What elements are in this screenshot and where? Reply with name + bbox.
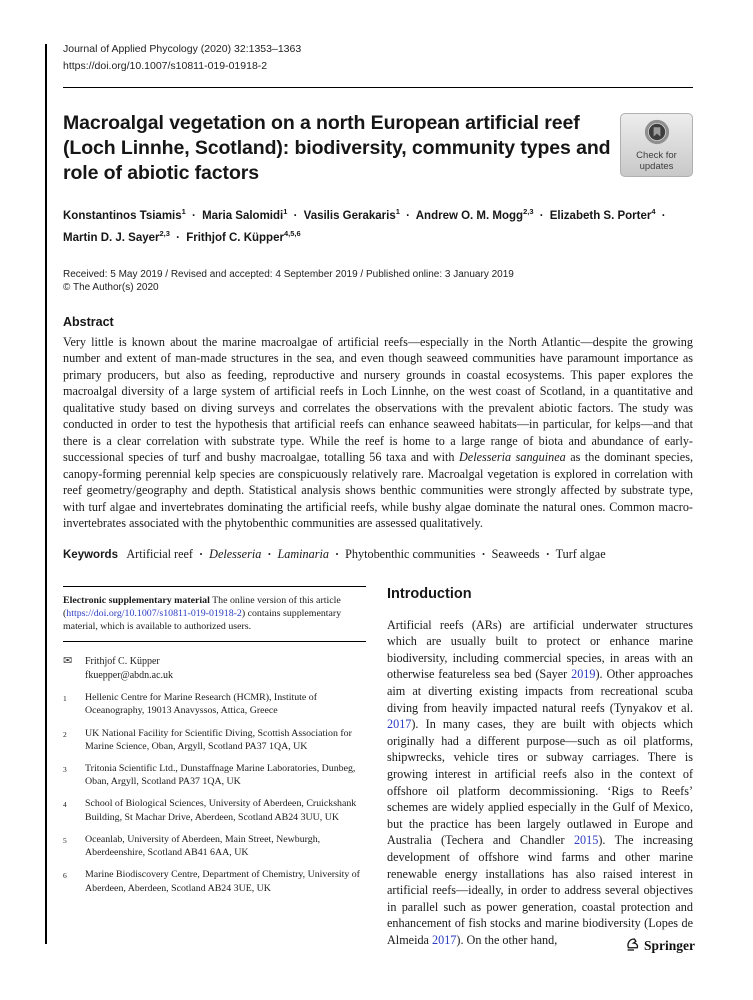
keyword-separator: · — [545, 546, 550, 561]
author-separator: · — [406, 209, 410, 222]
citation-link[interactable]: 2019 — [571, 667, 596, 682]
abstract-heading: Abstract — [63, 314, 114, 329]
affiliation-item: 6 Marine Biodiscovery Centre, Department of Chemistry, University of Aberdeen, Aberdeen, Scotland AB24 3UE, UK — [63, 869, 360, 894]
citation-link[interactable]: 2017 — [432, 932, 457, 947]
corresponding-author-email[interactable]: fkuepper@abdn.ac.uk — [85, 669, 174, 681]
check-for-updates-icon — [644, 119, 670, 150]
affiliation-list — [63, 691, 366, 894]
badge-label-line2: updates — [639, 160, 674, 172]
copyright-line: © The Author(s) 2020 — [63, 281, 159, 293]
citation-link[interactable]: 2017 — [387, 717, 412, 732]
keyword: Seaweeds — [491, 546, 540, 561]
keyword-separator: · — [199, 546, 204, 561]
author: Elizabeth S. Porter$^4$ — [549, 207, 656, 222]
author: Maria Salomidi$^1$ — [202, 207, 288, 222]
keyword: Laminaria — [277, 546, 329, 561]
mail-icon: ✉ — [63, 655, 73, 668]
header-rule — [63, 87, 693, 88]
keyword-separator: · — [481, 546, 486, 561]
right-column — [387, 586, 693, 949]
check-for-updates-badge[interactable] — [620, 113, 693, 177]
badge-label-line1: Check for — [636, 149, 677, 161]
keyword: Delesseria — [209, 546, 262, 561]
author-separator: · — [539, 209, 544, 222]
keywords-label: Keywords — [63, 548, 118, 561]
affiliation-item: 1 Hellenic Centre for Marine Research (HCMR), Institute of Oceanography, 19013 Anavyssos, Attica, Greece — [63, 692, 317, 717]
author-separator: · — [661, 209, 666, 222]
abstract-text: Very little is known about the marine macroalgae of artificial reefs—especially in the North Atlantic—despite the growing number and extent of man-made structures in the sea, and even though seaweed communities have paramount importance as primary producers, but also as feeding, reproductive and nursery grounds in coastal ecosystems. This paper explores the macroalgal diversity of a large system of artificial reefs in Loch Linnhe, on the west coast of Scotland, in a quantitative and qualitative study based on diving surveys and correlates the observations with the prevalent abiotic factors. The study was conducted in order to test the hypothesis that artificial reefs can enhance seaweed habitats—in particular, for kelps—and that there is a clear correlation with substrate type. While the reef is home to a large range of biota and abundance of early-successional species of turf and bushy macroalgae, totalling 56 taxa and with Delesseria sanguinea as the dominant species, canopy-forming perennial kelp species are conspicuously relatively rare. Macroalgal vegetation is explored in correlation with reef geometry/geography and depth. Statistical analysis shows benthic communities were strongly affected by substrate type, with turf algae and invertebrates dominating the artificial reefs, while bushy algae dominate the natural ones. Common macro-invertebrates associated with the phytobenthic communities are assessed qualitatively. — [63, 334, 693, 531]
affiliation-item: 3 Tritonia Scientific Ltd., Dunstaffnage Marine Laboratories, Dunbeg, Oban, Argyll, Scotland PA37 1QA, UK — [63, 763, 356, 788]
keyword: Artificial reef — [126, 546, 193, 561]
journal-doi-link[interactable]: https://doi.org/10.1007/s10811-019-01918-2 — [63, 60, 268, 72]
author: Konstantinos Tsiamis$^1$ — [63, 207, 186, 222]
correspondence-block — [63, 655, 366, 682]
keyword-separator: · — [335, 546, 340, 561]
author: Vasilis Gerakaris$^1$ — [303, 207, 400, 222]
author-separator: · — [176, 231, 180, 244]
author-separator: · — [293, 209, 298, 222]
publisher-name: Springer — [643, 938, 695, 953]
author-separator: · — [192, 209, 196, 222]
springer-logo-icon — [625, 936, 640, 956]
keyword-separator: · — [267, 546, 272, 561]
author: Martin D. J. Sayer$^{2,3}$ — [63, 228, 170, 244]
affiliation-item: 4 School of Biological Sciences, University of Aberdeen, Cruickshank Building, St Machar Drive, Aberdeen, Scotland AB24 3UU, UK — [63, 798, 357, 823]
left-column — [63, 586, 366, 949]
author: Frithjof C. Küpper$^{4,5,6}$ — [186, 228, 301, 244]
citation-link[interactable]: 2015 — [573, 833, 599, 848]
supplementary-material-note: Electronic supplementary material The online version of this article (https://doi.org/10.1007/s10811-019-01918-2) contains supplementary material, which is available to authorized users. — [63, 586, 366, 643]
keyword: Phytobenthic communities — [345, 546, 476, 561]
species-name: Delesseria sanguinea — [459, 450, 566, 465]
section-heading-introduction: Introduction — [387, 585, 472, 602]
journal-header — [63, 42, 693, 88]
keywords-line — [63, 547, 693, 562]
received-line: Received: 5 May 2019 / Revised and accepted: 4 September 2019 / Published online: 3 January 2019 — [63, 268, 514, 280]
affiliation-item: 5 Oceanlab, University of Aberdeen, Main Street, Newburgh, Aberdeenshire, Scotland AB41 6AA, UK — [63, 833, 321, 859]
publisher-footer — [625, 936, 695, 956]
author-list — [63, 203, 693, 247]
introduction-paragraph: Artificial reefs (ARs) are artificial underwater structures which are usually built to protect or enhance marine biodiversity, including commercial species, in areas with an otherwise featureless sea bed (Sayer 2019). Other approaches aim at diverting existing impacts from recreational scuba diving from heavily impacted natural reefs (Tynyakov et al. 2017). In many cases, they are built with objects which originally had a different purpose—such as oil platforms, shipwrecks, vehicle tires or subway carriages. There is growing interest in artificial reefs also in the context of offshore oil platform decommissioning. ‘Rigs to Reefs’ schemes are widely applied especially in the Gulf of Mexico, but the practice has been largely outlawed in Europe and Australia (Techera and Chandler 2015). The increasing development of offshore wind farms and other marine renewable energy installations has also raised interest in artificial reefs—ideally, in order to address several objectives in parallel such as power generation, coastal protection and enhancement of fish stocks and marine biodiversity (Lopes de Almeida 2017). On the other hand, — [387, 617, 693, 947]
keyword: Turf algae — [555, 546, 606, 561]
esm-doi-link[interactable]: https://doi.org/10.1007/s10811-019-01918-2 — [66, 607, 242, 619]
page-title: Macroalgal vegetation on a north European artificial reef (Loch Linnhe, Scotland): biodiversity, community types and role of abiotic factors — [63, 112, 611, 184]
corresponding-author-name: Frithjof C. Küpper — [85, 656, 160, 668]
left-margin-line — [45, 44, 47, 944]
affiliation-item: 2 UK National Facility for Scientific Diving, Scottish Association for Marine Science, Oban, Argyll, Scotland PA37 1QA, UK — [63, 727, 352, 752]
esm-label: Electronic supplementary material — [63, 594, 210, 606]
author: Andrew O. M. Mogg$^{2,3}$ — [415, 207, 534, 222]
journal-title: Journal of Applied Phycology (2020) 32:1353–1363 — [63, 43, 302, 55]
